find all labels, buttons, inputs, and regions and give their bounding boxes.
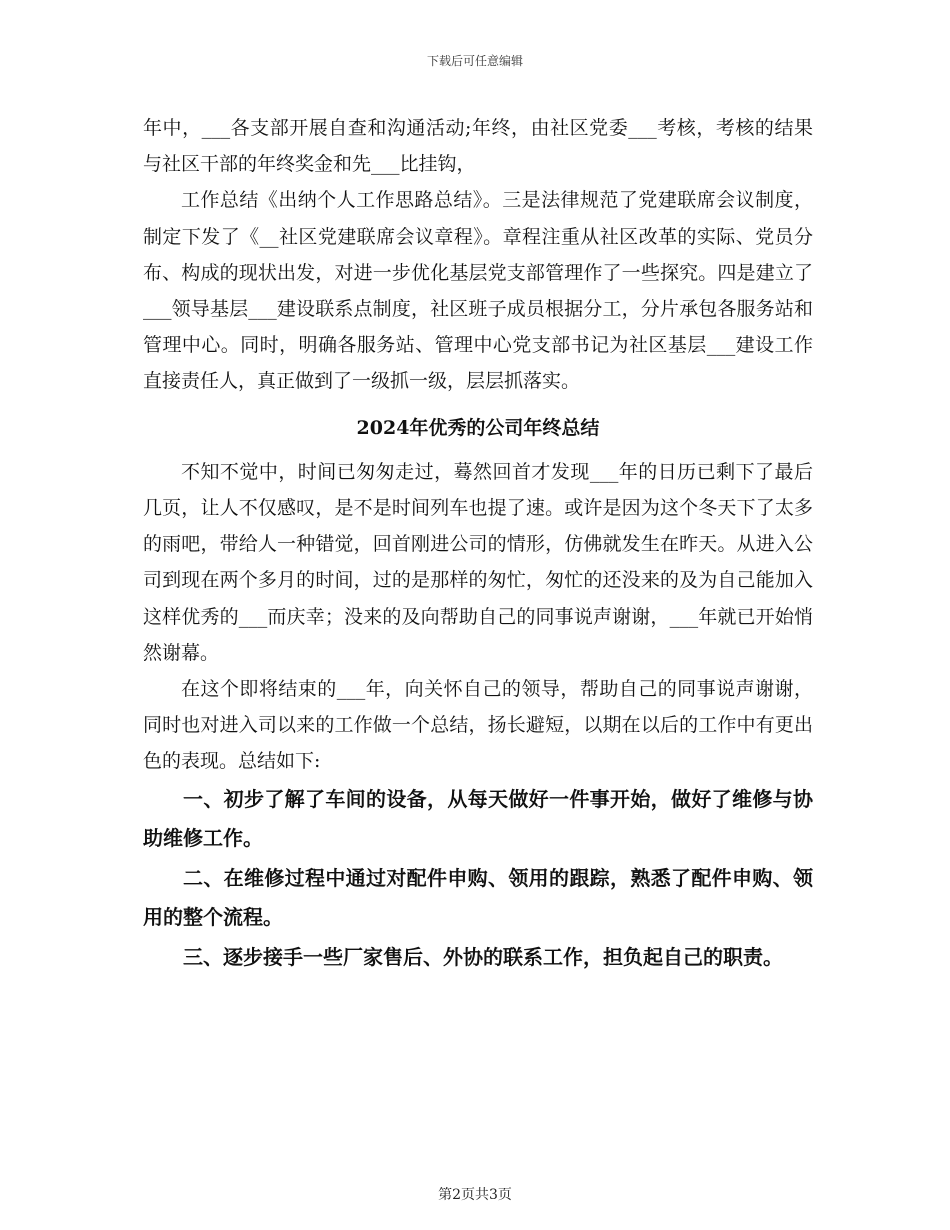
summary-point: 三、逐步接手一些厂家售后、外协的联系工作，担负起自己的职责。 [183,944,783,969]
paragraph: 在这个即将结束的___年，向关怀自己的领导，帮助自己的同事说声谢谢，同时也对进入司以来的工作做一个总结，扬长避短，以期在以后的工作中有更出色的表现。总结如下: [143,678,813,773]
paragraph: 年中，___各支部开展自查和沟通活动;年终，由社区党委___考核，考核的结果与社区干部的年终奖金和先___比挂钩， [143,117,813,176]
summary-point: 一、初步了解了车间的设备，从每天做好一件事开始，做好了维修与协助维修工作。 [143,786,813,851]
page-header: 下载后可任意编辑 [426,54,523,68]
page-footer: 第2页共3页 [438,1187,512,1203]
summary-point: 二、在维修过程中通过对配件申购、领用的跟踪，熟悉了配件申购、领用的整个流程。 [143,865,813,930]
paragraph: 不知不觉中，时间已匆匆走过，蓦然回首才发现___年的日历已剩下了最后几页，让人不仅感叹，是不是时间列车也提了速。或许是因为这个冬天下了太多的雨吧，带给人一种错觉，回首刚进公司的情形，仿佛就发生在昨天。从进入公司到现在两个多月的时间，过的是那样的匆忙，匆忙的还没来的及为自己能加入这样优秀的___而庆幸；没来的及向帮助自己的同事说声谢谢，___年就已开始悄然谢幕。 [143,460,813,664]
document-body [143,110,813,977]
section-title: 2024年优秀的公司年终总结 [356,416,600,439]
paragraph: 工作总结《出纳个人工作思路总结》。三是法律规范了党建联席会议制度，制定下发了《__社区党建联席会议章程》。章程注重从社区改革的实际、党员分布、构成的现状出发，对进一步优化基层党支部管理作了一些探究。四是建立了___领导基层___建设联系点制度，社区班子成员根据分工，分片承包各服务站和管理中心。同时，明确各服务站、管理中心党支部书记为社区基层___建设工作直接责任人，真正做到了一级抓一级，层层抓落实。 [143,189,813,393]
